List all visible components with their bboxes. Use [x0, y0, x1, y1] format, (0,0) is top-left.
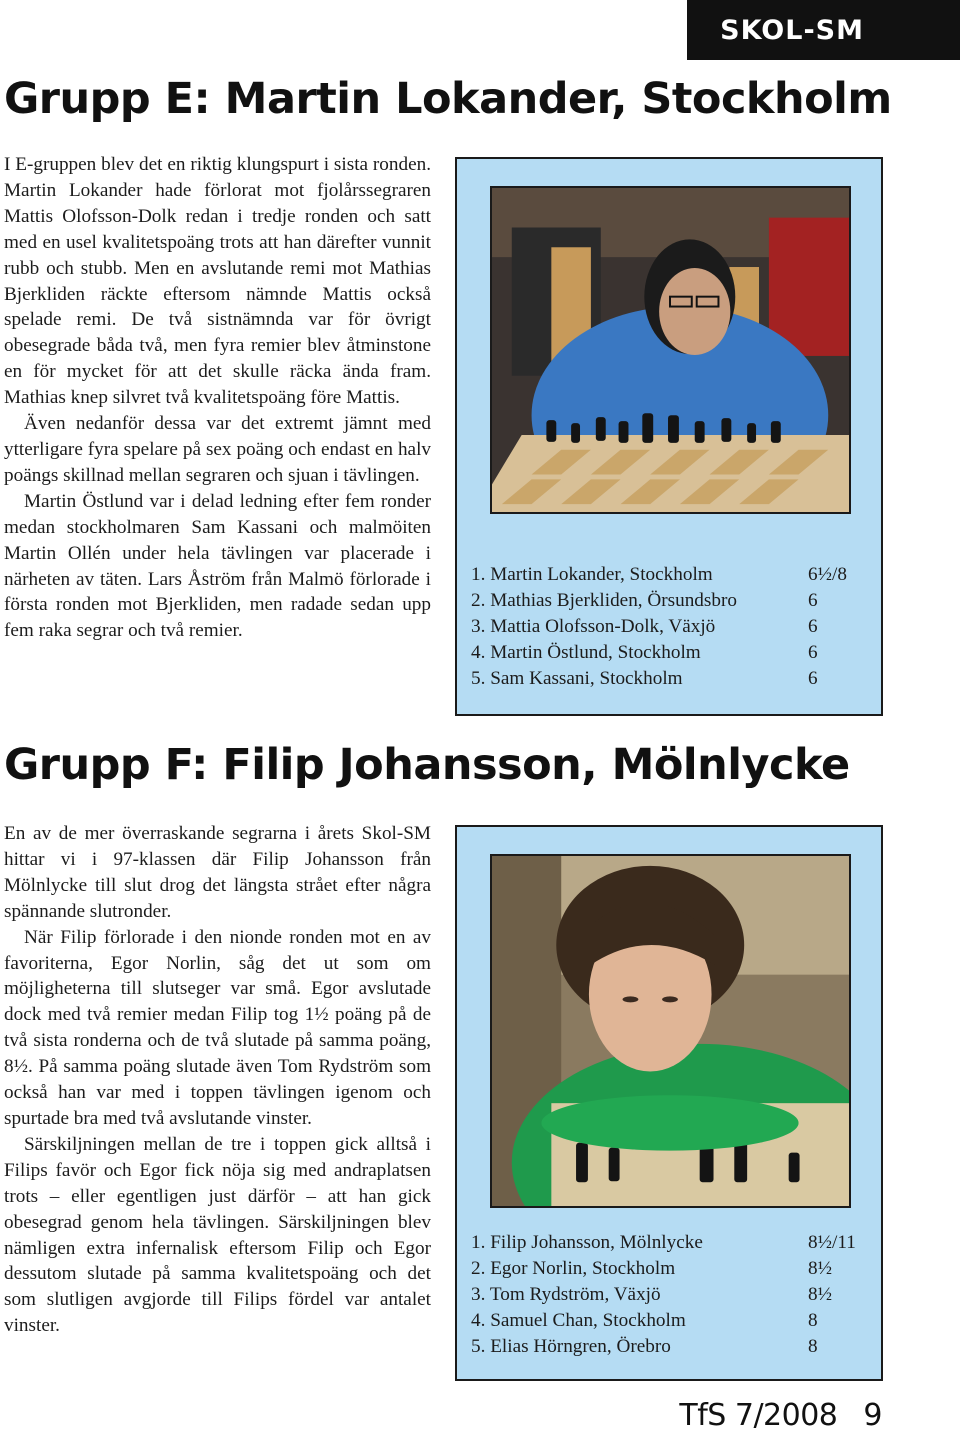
player-score: 8	[808, 1309, 818, 1331]
page-number: 9	[863, 1398, 882, 1433]
player-score: 6½/8	[808, 564, 847, 585]
player-score: 8	[808, 1335, 818, 1357]
player-score: 6	[808, 615, 818, 637]
standings-row	[471, 614, 871, 640]
player-name: 4. Martin Östlund, Stockholm	[471, 641, 701, 663]
standings-row	[471, 640, 871, 666]
page-footer	[679, 1398, 882, 1433]
standings-row	[471, 588, 871, 614]
standings-row	[471, 562, 871, 588]
group-f-photo	[490, 854, 851, 1208]
player-score: 6	[808, 641, 818, 663]
standings-row	[471, 1334, 871, 1360]
article-paragraph: I E-gruppen blev det en riktig klungspurt i sista ronden. Martin Lokander hade förlorat mot fjolårssegraren Mattis Olofsson-Dolk redan i tredje ronden och satt med en usel kvalitetspoäng trots att han därefter vunnit rubb och stubb. Men en avslutande remi mot Mathias Bjerkliden räckte eftersom nämnde Mattis också spelade remi. De två sistnämnda var för övrigt obesegrade båda två, men fyra remier blev åtminstone en för mycket för att det skulle räcka ända fram. Mathias knep silvret två kvalitetspoäng före Mattis.	[4, 154, 431, 409]
player-name: 1. Filip Johansson, Mölnlycke	[471, 1232, 703, 1253]
group-f-sidebar	[455, 825, 883, 1381]
group-f-article	[4, 821, 431, 1339]
group-e-photo	[490, 186, 851, 514]
player-score: 8½	[808, 1283, 832, 1305]
player-name: 5. Elias Hörngren, Örebro	[471, 1335, 671, 1357]
magazine-issue: TfS 7/2008	[679, 1398, 838, 1433]
player-name: 3. Tom Rydström, Växjö	[471, 1283, 661, 1305]
article-paragraph: En av de mer överraskande segrarna i årets Skol-SM hittar vi i 97-klassen där Filip Johansson från Mölnlycke till slut drog det längsta strået efter några spännande slutronder.	[4, 823, 431, 922]
player-score: 6	[808, 667, 818, 689]
standings-row	[471, 1230, 871, 1256]
player-score: 8½	[808, 1257, 832, 1279]
section-label: SKOL-SM	[720, 14, 864, 46]
standings-row	[471, 1256, 871, 1282]
group-e-sidebar	[455, 157, 883, 716]
group-e-headline: Grupp E: Martin Lokander, Stockholm	[4, 74, 892, 124]
player-name: 3. Mattia Olofsson-Dolk, Växjö	[471, 615, 716, 637]
player-score: 6	[808, 589, 818, 611]
group-f-headline: Grupp F: Filip Johansson, Mölnlycke	[4, 740, 850, 790]
standings-row	[471, 1282, 871, 1308]
player-name: 2. Egor Norlin, Stockholm	[471, 1257, 676, 1279]
group-e-article	[4, 152, 431, 644]
section-header-tab	[687, 0, 960, 60]
standings-row	[471, 666, 871, 692]
player-name: 1. Martin Lokander, Stockholm	[471, 564, 713, 585]
player-name: 4. Samuel Chan, Stockholm	[471, 1309, 686, 1331]
player-score: 8½/11	[808, 1232, 856, 1253]
group-f-standings	[471, 1230, 871, 1360]
player-name: 2. Mathias Bjerkliden, Örsundsbro	[471, 589, 737, 611]
article-paragraph: Särskiljningen mellan de tre i toppen gick alltså i Filips favör och Egor fick nöja sig med andraplatsen trots – eller egentligen just därför – att han gick obesegrad genom hela tävlingen. Särskiljningen blev nämligen extra infernalisk eftersom Filip och Egor dessutom slutade på samma kvalitetspoäng och det som slutligen avgjorde till Filips fördel var antalet vinster.	[4, 1133, 431, 1337]
player-name: 5. Sam Kassani, Stockholm	[471, 667, 683, 689]
standings-row	[471, 1308, 871, 1334]
article-paragraph: Även nedanför dessa var det extremt jämnt med ytterligare fyra spelare på sex poäng och endast en halv poängs skillnad mellan segraren och sjuan i tävlingen.	[4, 413, 431, 486]
article-paragraph: Martin Östlund var i delad ledning efter fem ronder medan stockholmaren Sam Kassani och malmöiten Martin Ollén under hela tävlingen var placerade i närheten av täten. Lars Åström från Malmö förlorade i första ronden mot Bjerkliden, men radade sedan upp fem raka segrar och två remier.	[4, 490, 431, 642]
article-paragraph: När Filip förlorade i den nionde ronden mot en av favoriterna, Egor Norlin, såg det ut som om möjligheterna till slutseger var små. Egor avslutade dock med två remier medan Filip tog 1½ poäng på de två sista ronderna och de två slutade på samma poäng, 8½. På samma poäng slutade även Tom Rydström som också han var med i toppen tävlingen igenom och spurtade bra med två avslutande vinster.	[4, 926, 431, 1129]
group-e-standings	[471, 562, 871, 692]
